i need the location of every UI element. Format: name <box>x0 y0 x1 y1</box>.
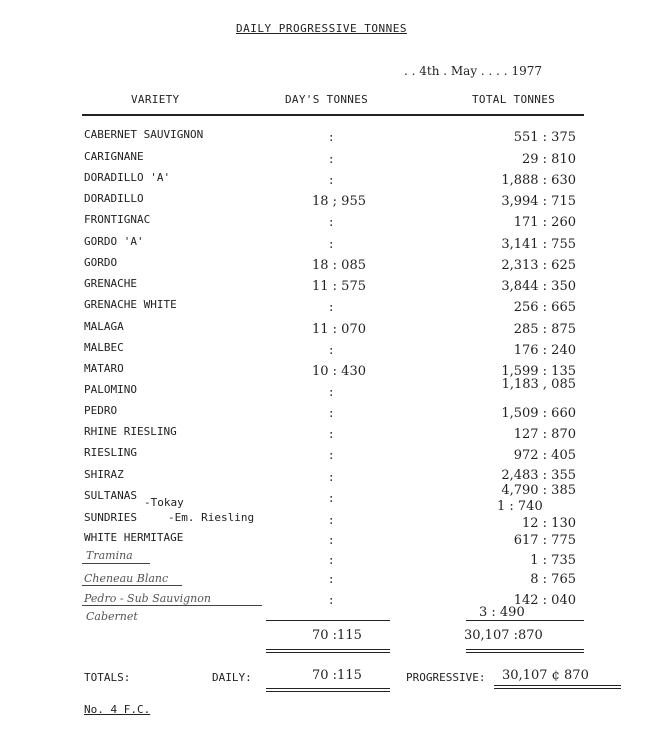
sultanas-suffix: -Tokay <box>144 496 184 509</box>
subtotal-double-rule-total-a <box>466 649 584 650</box>
days-tonnes-value: 18 : 085 <box>312 258 366 273</box>
total-tonnes-value: 1,183 , 085 <box>501 377 576 392</box>
progressive-total-rule-b <box>494 688 621 689</box>
days-tonnes-value: : <box>329 406 334 421</box>
page-title: DAILY PROGRESSIVE TONNES <box>236 22 407 35</box>
variety-name: DORADILLO 'A' <box>84 171 171 184</box>
days-tonnes-value: 10 : 430 <box>312 364 366 379</box>
variety-name: PEDRO <box>84 404 118 417</box>
total-tonnes-value: 617 : 775 <box>513 533 576 548</box>
variety-name: SUNDRIES <box>84 511 137 524</box>
header-variety: VARIETY <box>131 93 180 106</box>
days-tonnes-value: 11 : 575 <box>312 279 366 294</box>
daily-total-rule-b <box>266 691 390 692</box>
subtotal-double-rule-day-b <box>266 652 390 653</box>
subtotal-day: 70 :115 <box>312 628 362 643</box>
variety-name: MATARO <box>84 362 124 375</box>
handwritten-label: Pedro - Sub Sauvignon <box>84 592 211 605</box>
total-tonnes-value: 3,141 : 755 <box>501 237 576 252</box>
total-tonnes-value: 1,599 : 135 <box>501 364 576 379</box>
days-tonnes-value: : <box>329 173 334 188</box>
variety-name: DORADILLO <box>84 192 144 205</box>
days-tonnes-value: : <box>329 215 334 230</box>
variety-name: FRONTIGNAC <box>84 213 151 226</box>
days-tonnes-value: : <box>329 513 334 528</box>
progressive-total-rule-a <box>494 685 621 686</box>
total-tonnes-value: 2,313 : 625 <box>501 258 576 273</box>
progressive-label: PROGRESSIVE: <box>406 671 486 684</box>
totals-label: TOTALS: <box>84 671 131 684</box>
variety-name: GRENACHE WHITE <box>84 298 177 311</box>
handwritten-day-value: : <box>329 553 334 568</box>
total-tonnes-value: 1,888 : 630 <box>501 173 576 188</box>
variety-name: SHIRAZ <box>84 468 124 481</box>
days-tonnes-value: : <box>329 385 334 400</box>
handwritten-underline <box>82 563 150 564</box>
total-tonnes-value: 4,790 : 385 <box>501 483 576 498</box>
days-tonnes-value: : <box>329 300 334 315</box>
header-rule <box>82 114 584 116</box>
subtotal-double-rule-total-b <box>466 652 584 653</box>
tokay-total: 1 : 740 <box>497 499 543 514</box>
total-tonnes-value: 3,844 : 350 <box>501 279 576 294</box>
handwritten-day-value: : <box>329 572 334 587</box>
days-tonnes-value: : <box>329 491 334 506</box>
handwritten-label: Tramina <box>86 549 133 562</box>
variety-name: MALAGA <box>84 320 124 333</box>
variety-name: GORDO 'A' <box>84 235 144 248</box>
total-tonnes-value: 3,994 : 715 <box>501 194 576 209</box>
subtotal-rule-day <box>266 620 390 621</box>
total-tonnes-value: 29 : 810 <box>522 152 576 167</box>
header-days-tonnes: DAY'S TONNES <box>285 93 369 106</box>
total-tonnes-value: 12 : 130 <box>522 516 576 531</box>
handwritten-day-value: : <box>329 593 334 608</box>
variety-name: CARIGNANE <box>84 150 144 163</box>
variety-name: MALBEC <box>84 341 124 354</box>
days-tonnes-value: : <box>329 470 334 485</box>
handwritten-label: Cheneau Blanc <box>84 572 169 585</box>
days-tonnes-value: : <box>329 533 334 548</box>
total-tonnes-value: 171 : 260 <box>513 215 576 230</box>
variety-name: WHITE HERMITAGE <box>84 531 184 544</box>
last-extra-underline <box>466 620 584 621</box>
days-tonnes-value: : <box>329 343 334 358</box>
variety-name: RIESLING <box>84 446 137 459</box>
progressive-total: 30,107 ¢ 870 <box>502 668 589 683</box>
days-tonnes-value: : <box>329 427 334 442</box>
total-tonnes-value: 1,509 : 660 <box>501 406 576 421</box>
total-tonnes-value: 551 : 375 <box>513 130 576 145</box>
daily-total: 70 :115 <box>312 668 362 683</box>
variety-name: CABERNET SAUVIGNON <box>84 128 204 141</box>
handwritten-total-value: 1 : 735 <box>530 553 576 568</box>
total-tonnes-value: 2,483 : 355 <box>501 468 576 483</box>
footer-ref: No. 4 F.C. <box>84 703 151 716</box>
days-tonnes-value: : <box>329 448 334 463</box>
report-date: . . 4th . May . . . . 1977 <box>404 64 542 78</box>
variety-name: GRENACHE <box>84 277 137 290</box>
daily-label: DAILY: <box>212 671 252 684</box>
header-total-tonnes: TOTAL TONNES <box>472 93 556 106</box>
handwritten-total-value: 142 : 040 <box>513 593 576 608</box>
days-tonnes-value: : <box>329 152 334 167</box>
daily-total-rule-a <box>266 688 390 689</box>
variety-name: RHINE RIESLING <box>84 425 177 438</box>
days-tonnes-value: : <box>329 130 334 145</box>
total-tonnes-value: 972 : 405 <box>513 448 576 463</box>
handwritten-label: Cabernet <box>86 610 138 623</box>
subtotal-double-rule-day-a <box>266 649 390 650</box>
total-tonnes-value: 176 : 240 <box>513 343 576 358</box>
last-extra-total: 3 : 490 <box>479 605 525 620</box>
total-tonnes-value: 127 : 870 <box>513 427 576 442</box>
days-tonnes-value: : <box>329 237 334 252</box>
variety-name: PALOMINO <box>84 383 137 396</box>
handwritten-total-value: 8 : 765 <box>530 572 576 587</box>
variety-name: SULTANAS <box>84 489 137 502</box>
total-tonnes-value: 285 : 875 <box>513 322 576 337</box>
total-tonnes-value: 256 : 665 <box>513 300 576 315</box>
variety-name: GORDO <box>84 256 118 269</box>
days-tonnes-value: 11 : 070 <box>312 322 366 337</box>
subtotal-total: 30,107 :870 <box>464 628 543 643</box>
handwritten-underline <box>82 585 182 586</box>
handwritten-underline <box>82 605 262 606</box>
days-tonnes-value: 18 ; 955 <box>312 194 366 209</box>
sundries-suffix: -Em. Riesling <box>168 511 255 524</box>
